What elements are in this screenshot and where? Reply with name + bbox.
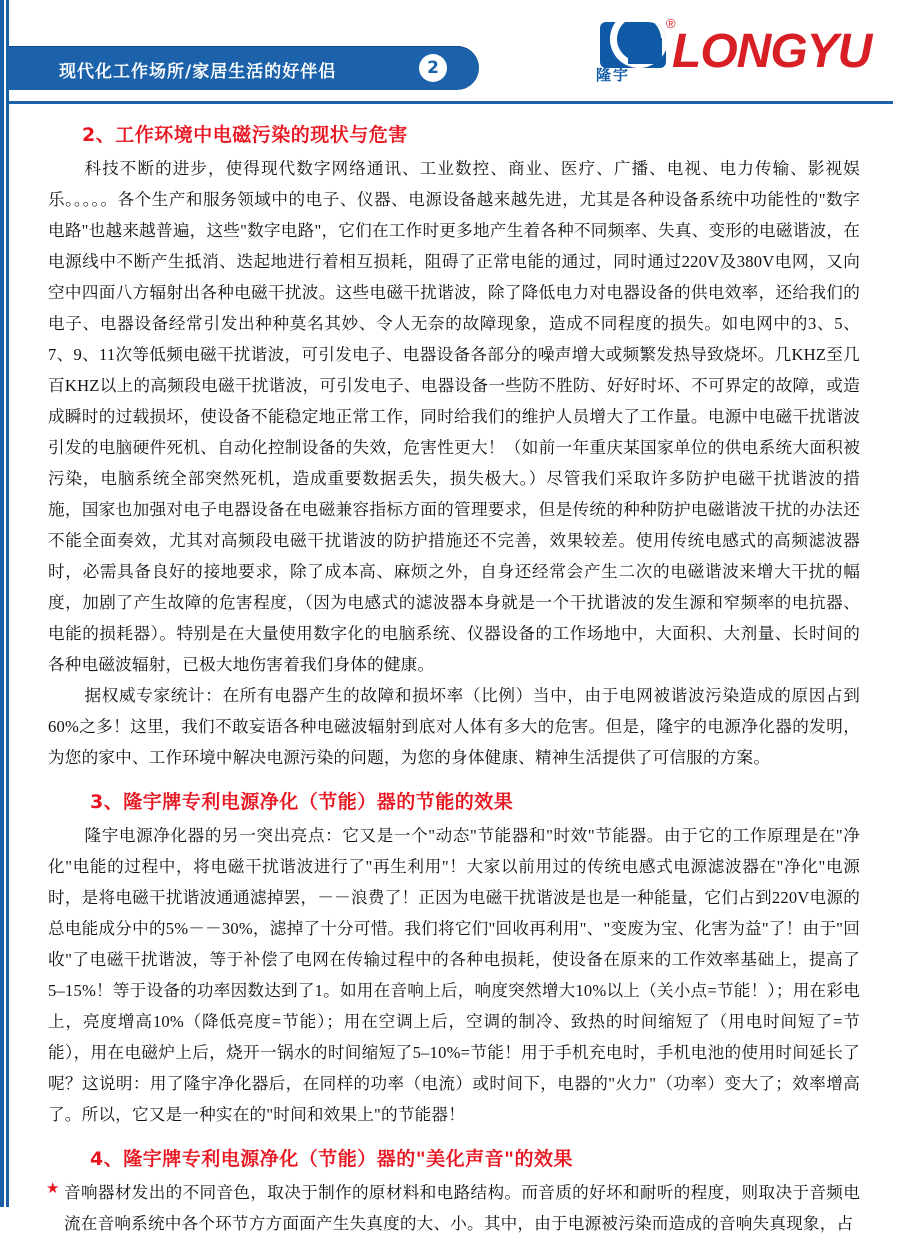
header-banner [9,46,479,90]
section-2-paragraph-1: 科技不断的进步，使得现代数字网络通讯、工业数控、商业、医疗、广播、电视、电力传输、影视娱乐。。。。。各个生产和服务领域中的电子、仪器、电源设备越来越先进，尤其是各种设备系统中功能性的"数字电路"也越来越普遍，这些"数字电路"，它们在工作时更多地产生着各种不同频率、失真、变形的电磁谐波，在电源线中不断产生抵消、迭起地进行着相互损耗，阻碍了正常电能的通过，同时通过220V及380V电网，又向空中四面八方辐射出各种电磁干扰波。这些电磁干扰谐波，除了降低电力对电器设备的供电效率，还给我们的电子、电器设备经常引发出种种莫名其妙、令人无奈的故障现象，造成不同程度的损失。如电网中的3、5、7、9、11次等低频电磁干扰谐波，可引发电子、电器设备各部分的噪声增大或频繁发热导致烧坏。几KHZ至几百KHZ以上的高频段电磁干扰谐波，可引发电子、电器设备一些防不胜防、好好时坏、不可界定的故障，或造成瞬时的过载损坏，使设备不能稳定地正常工作，同时给我们的维护人员增大了工作量。电源中电磁干扰谐波引发的电脑硬件死机、自动化控制设备的失效，危害性更大！（如前一年重庆某国家单位的供电系统大面积被污染，电脑系统全部突然死机，造成重要数据丢失，损失极大。）尽管我们采取许多防护电磁干扰谐波的措施，国家也加强对电子电器设备在电磁兼容指标方面的管理要求，但是传统的种种防护电磁谐波干扰的办法还不能全面奏效，尤其对高频段电磁干扰谐波的防护措施还不完善，效果较差。使用传统电感式的高频滤波器时，必需具备良好的接地要求，除了成本高、麻烦之外，自身还经常会产生二次的电磁谐波来增大干扰的幅度，加剧了产生故障的危害程度，（因为电感式的滤波器本身就是一个干扰谐波的发生源和窄频率的电抗器、电能的损耗器）。特别是在大量使用数字化的电脑系统、仪器设备的工作场地中，大面积、大剂量、长时间的各种电磁波辐射，已极大地伤害着我们身体的健康。 [48,159,860,674]
registered-trademark-icon: ® [666,16,676,31]
section-4-paragraph-1: 音响器材发出的不同音色，取决于制作的原材料和电路结构。而音质的好坏和耐听的程度，则取决于音频电流在音响系统中各个环节方方面面产生失真度的大、小。其中，由于电源被污染而造成的音响失真现象，占 [64,1183,860,1233]
page-header [9,0,900,106]
logo-wordmark: LONGYU [672,25,872,78]
header-divider [9,101,893,104]
left-edge-bar [0,0,9,1207]
page-number-badge: 2 [419,54,447,82]
header-banner-text: 现代化工作场所/家居生活的好伴侣 [59,62,337,82]
section-2-paragraph-2: 据权威专家统计：在所有电器产生的故障和损坏率（比例）当中，由于电网被谐波污染造成的原因占到60%之多！这里，我们不敢妄语各种电磁波辐射到底对人体有多大的危害。但是，隆宇的电源净化器的发明，为您的家中、工作环境中解决电源污染的问题，为您的身体健康、精神生活提供了可信服的方案。 [48,686,860,767]
section-4-paragraph-1-wrapper [48,1177,860,1239]
section-heading-3: 3、隆宇牌专利电源净化（节能）器的节能的效果 [90,791,514,813]
spacer [48,773,860,787]
logo-swoosh-shape [600,22,666,68]
document-body [48,120,860,1239]
star-bullet-icon: ★ [46,1181,60,1197]
section-heading-4: 4、隆宇牌专利电源净化（节能）器的"美化声音"的效果 [90,1148,574,1170]
section-3-paragraph-1: 隆宇电源净化器的另一突出亮点：它又是一个"动态"节能器和"时效"节能器。由于它的工作原理是在"净化"电能的过程中，将电磁干扰谐波进行了"再生利用"！大家以前用过的传统电感式电源滤波器在"净化"电源时，是将电磁干扰谐波通通滤掉罢，－－浪费了！正因为电磁干扰谐波是也是一种能量，它们占到220V电源的总电能成分中的5%－－30%，滤掉了十分可惜。我们将它们"回收再利用"、"变废为宝、化害为益"了！由于"回收"了电磁干扰谐波，等于补偿了电网在传输过程中的各种电损耗，使设备在原来的工作效率基础上，提高了5–15%！等于设备的功率因数达到了1。如用在音响上后，响度突然增大10%以上（关小点=节能！）；用在彩电上，亮度增高10%（降低亮度=节能）；用在空调上后，空调的制冷、致热的时间缩短了（用电时间短了=节能），用在电磁炉上后，烧开一锅水的时间缩短了5–10%=节能！用于手机充电时，手机电池的使用时间延长了呢？这说明：用了隆宇净化器后，在同样的功率（电流）或时间下，电器的"火力"（功率）变大了；效率增高了。所以，它又是一种实在的"时间和效果上"的节能器！ [48,826,860,1124]
logo-chinese-name: 隆宇 [596,66,631,84]
left-edge-bar-highlight [4,0,6,1207]
spacer [48,1130,860,1144]
brand-logo [562,16,892,90]
section-heading-2: 2、工作环境中电磁污染的现状与危害 [82,124,408,146]
